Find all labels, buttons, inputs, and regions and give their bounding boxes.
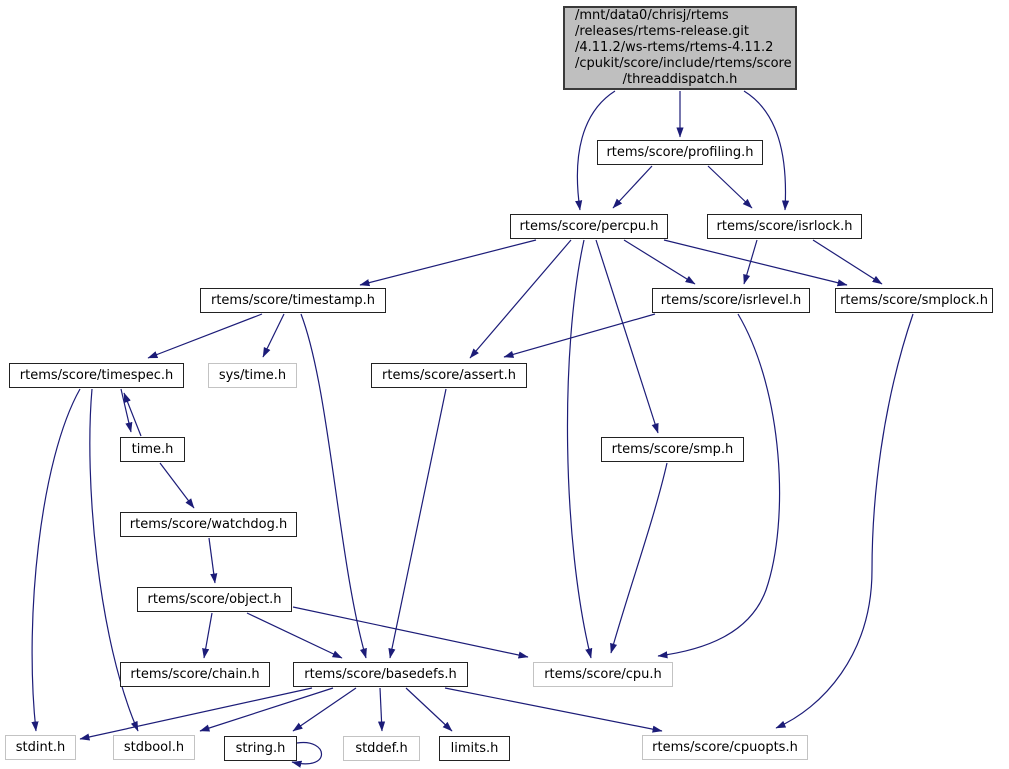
edge-timespec-stdint <box>32 389 80 731</box>
edge-percpu-isrlevel <box>624 240 695 284</box>
node-time[interactable] <box>120 437 185 462</box>
node-systime[interactable] <box>208 363 297 388</box>
edge-basedefs-stdbool <box>200 688 333 731</box>
node-label: rtems/score/assert.h <box>382 368 516 383</box>
edge-time-watchdog <box>160 463 194 508</box>
edge-basedefs-string <box>293 688 356 731</box>
node-smp[interactable] <box>601 437 744 462</box>
node-cpu[interactable] <box>533 662 673 687</box>
edge-basedefs-limits <box>406 688 452 731</box>
edge-smplock-cpuopts <box>776 314 913 728</box>
node-root-line: /threaddispatch.h <box>622 72 738 87</box>
edge-watchdog-object <box>209 538 215 583</box>
node-label: rtems/score/smp.h <box>611 442 734 457</box>
node-label: rtems/score/cpu.h <box>544 667 662 682</box>
node-watchdog[interactable] <box>120 512 297 537</box>
node-label: rtems/score/smplock.h <box>840 293 988 308</box>
node-chain[interactable] <box>120 662 270 687</box>
node-label: rtems/score/profiling.h <box>606 145 754 160</box>
node-cpuopts[interactable] <box>642 735 808 760</box>
node-label: time.h <box>131 442 174 457</box>
node-percpu[interactable] <box>510 214 668 239</box>
node-string[interactable] <box>224 736 297 761</box>
edge-percpu-timestamp <box>360 240 536 285</box>
node-label: rtems/score/percpu.h <box>519 219 659 234</box>
node-stdint[interactable] <box>5 735 76 760</box>
node-label: rtems/score/object.h <box>147 592 282 607</box>
edge-object-basedefs <box>247 613 342 658</box>
edge-isrlock-smplock <box>813 240 882 284</box>
node-label: sys/time.h <box>218 368 287 383</box>
node-label: rtems/score/timestamp.h <box>210 293 376 308</box>
node-stddef[interactable] <box>343 736 420 761</box>
edge-timespec-time <box>121 389 131 432</box>
edge-object-chain <box>204 613 212 658</box>
node-label: rtems/score/isrlevel.h <box>660 293 802 308</box>
edge-timestamp-systime <box>263 314 284 357</box>
node-timestamp[interactable] <box>200 288 386 313</box>
edge-isrlevel-cpu <box>658 314 780 656</box>
edge-assert-basedefs <box>390 389 446 658</box>
node-label: string.h <box>235 741 286 756</box>
node-stdbool[interactable] <box>113 735 195 760</box>
edge-percpu-cpu <box>567 240 591 658</box>
node-root-line: /cpukit/score/include/rtems/score <box>575 56 792 71</box>
node-basedefs[interactable] <box>293 662 468 687</box>
edge-percpu-smp <box>596 240 658 433</box>
node-limits[interactable] <box>439 736 510 761</box>
edge-percpu-assert <box>470 240 571 358</box>
node-label: rtems/score/timespec.h <box>19 368 174 383</box>
node-root-line: /releases/rtems-release.git <box>575 24 750 39</box>
node-label: rtems/score/watchdog.h <box>129 517 288 532</box>
node-timespec[interactable] <box>9 363 184 388</box>
edge-isrlevel-assert <box>504 314 655 357</box>
node-root-line: /4.11.2/ws-rtems/rtems-4.11.2 <box>575 40 774 55</box>
edge-basedefs-stdint <box>80 688 312 739</box>
node-label: rtems/score/cpuopts.h <box>652 740 798 755</box>
node-isrlock[interactable] <box>707 214 862 239</box>
node-label: rtems/score/basedefs.h <box>304 667 457 682</box>
edge-smp-cpu <box>611 463 667 653</box>
node-label: stddef.h <box>355 741 408 756</box>
node-root[interactable] <box>563 6 797 90</box>
edge-timestamp-timespec <box>148 314 262 358</box>
edge-basedefs-cpuopts <box>445 688 662 731</box>
node-label: stdbool.h <box>123 740 185 755</box>
edge-profiling-percpu <box>613 166 652 208</box>
node-root-line: /mnt/data0/chrisj/rtems <box>575 8 729 23</box>
node-label: limits.h <box>450 741 499 756</box>
node-label: stdint.h <box>15 740 66 755</box>
edge-timestamp-basedefs <box>301 314 366 658</box>
node-assert[interactable] <box>371 363 527 388</box>
node-profiling[interactable] <box>597 140 763 165</box>
node-label: rtems/score/chain.h <box>130 667 260 682</box>
edge-profiling-isrlock <box>708 166 752 208</box>
edge-object-cpu <box>293 607 528 657</box>
node-smplock[interactable] <box>835 288 993 313</box>
node-label: rtems/score/isrlock.h <box>716 219 853 234</box>
node-isrlevel[interactable] <box>652 288 810 313</box>
node-object[interactable] <box>137 587 292 612</box>
edge-basedefs-stddef <box>380 688 382 731</box>
